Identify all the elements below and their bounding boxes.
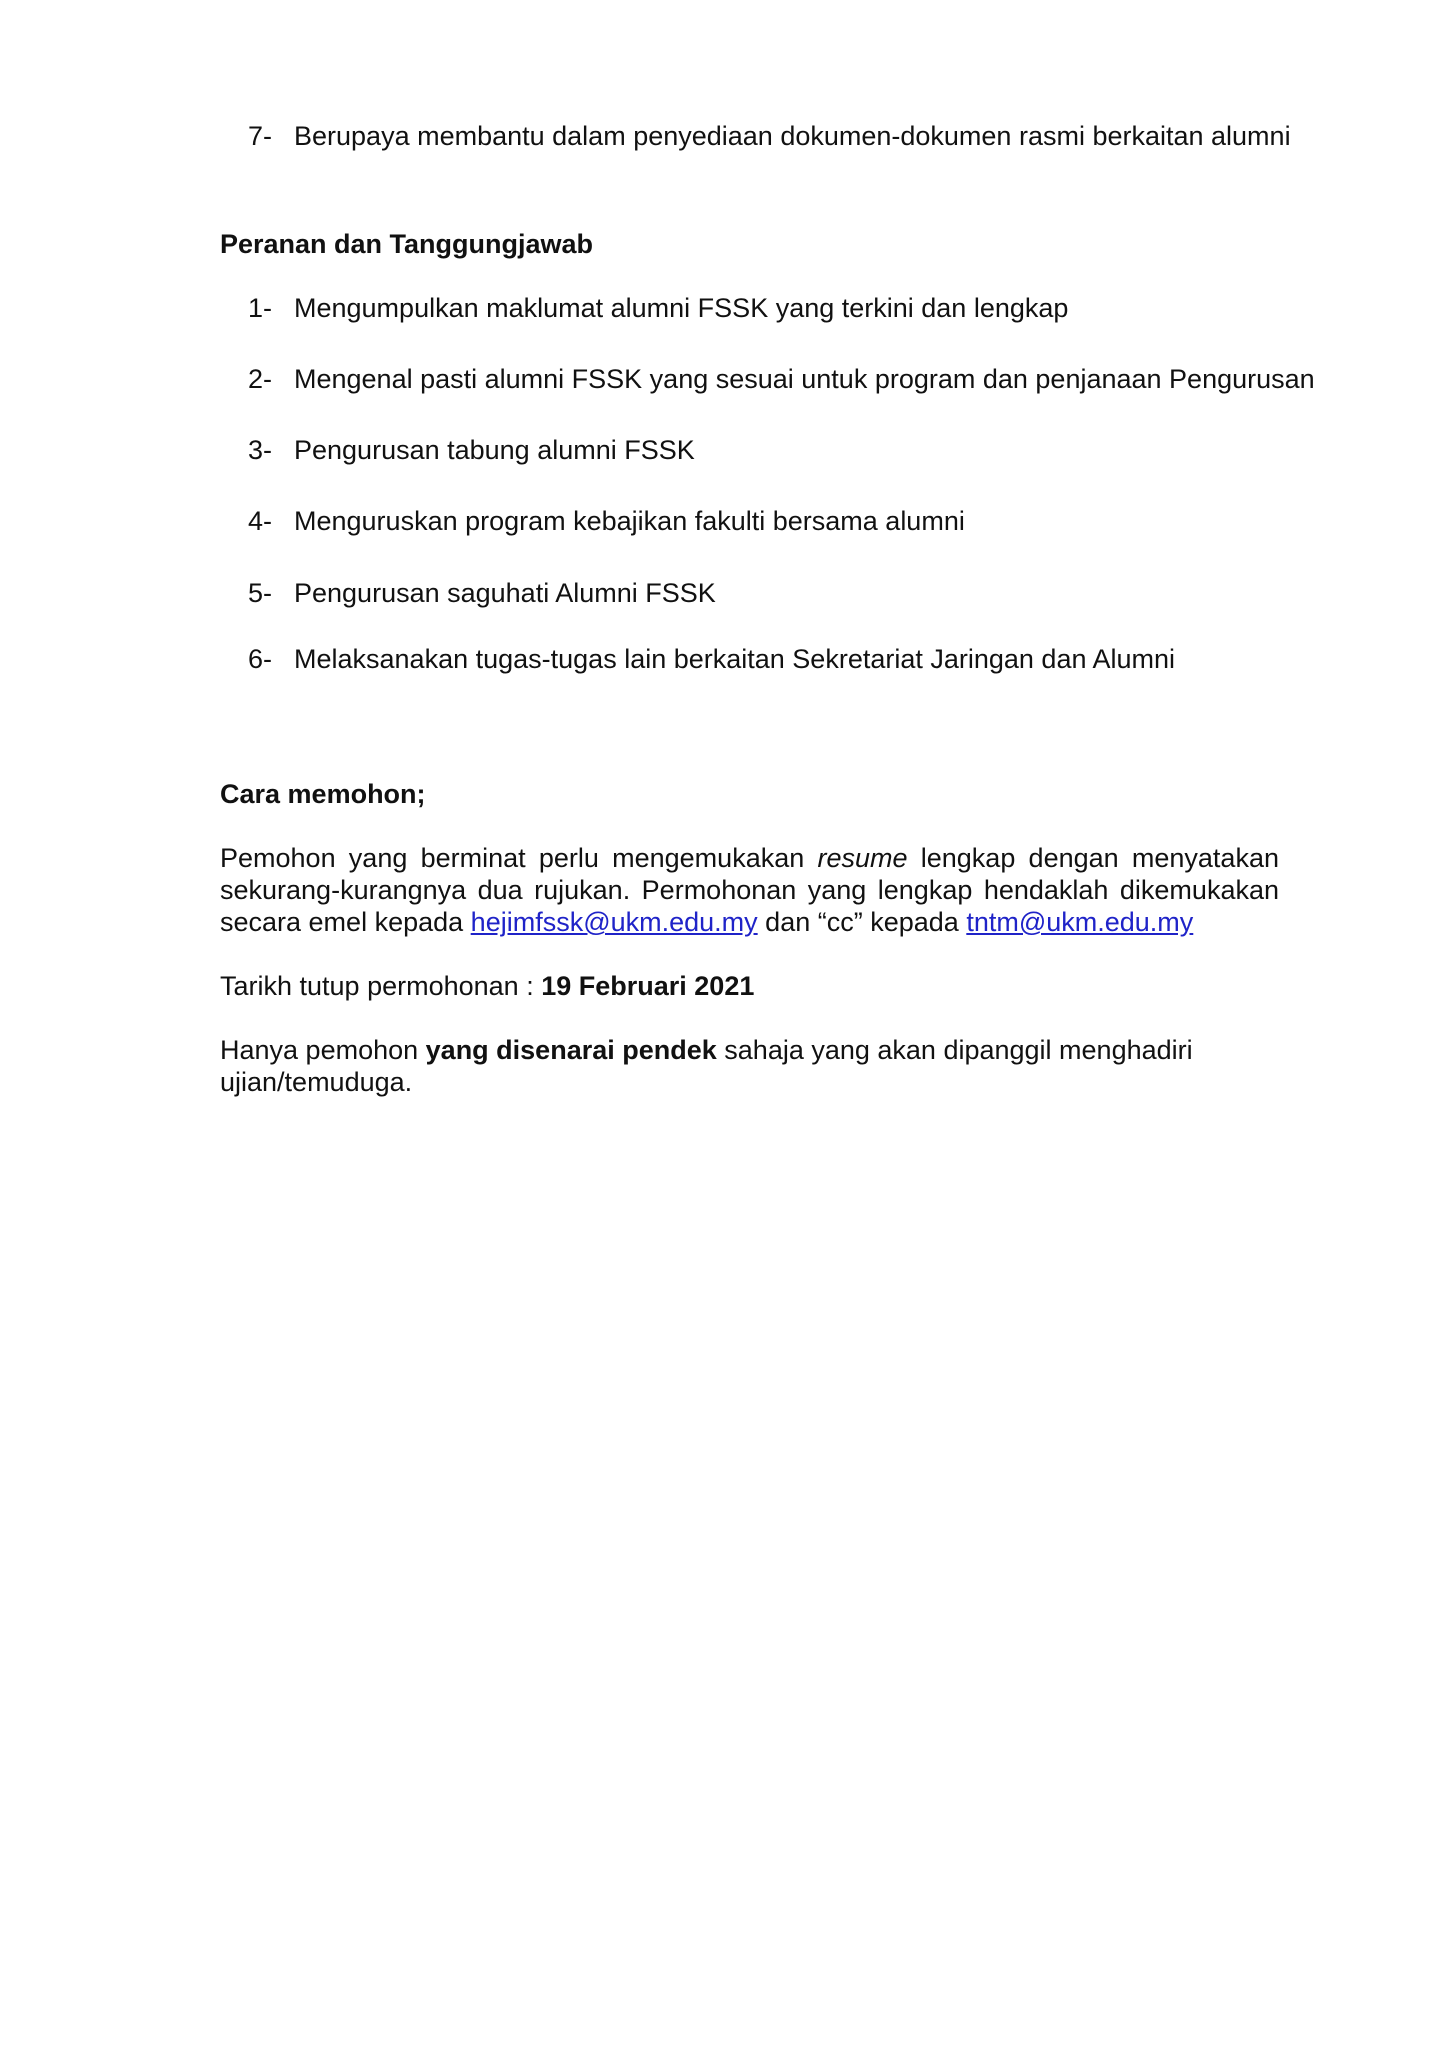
list-item-number: 1-	[248, 293, 273, 323]
list-item-text: Pengurusan saguhati Alumni FSSK	[294, 578, 716, 608]
paragraph-text: lengkap dengan menyatakan	[920, 843, 1279, 873]
list-item-text: Mengumpulkan maklumat alumni FSSK yang terkini dan lengkap	[294, 293, 1069, 323]
list-item-text: Berupaya membantu dalam penyediaan dokumen-dokumen rasmi berkaitan alumni	[294, 121, 1291, 151]
paragraph-text: secara emel kepada	[220, 907, 464, 937]
list-item-number: 3-	[248, 435, 273, 465]
apply-paragraph	[220, 842, 1279, 938]
email-link-hejimfssk[interactable]: hejimfssk@ukm.edu.my	[470, 907, 758, 937]
closing-label: Tarikh tutup permohonan :	[220, 971, 534, 1001]
list-item-number: 2-	[248, 364, 273, 394]
list-item-text: Pengurusan tabung alumni FSSK	[294, 435, 695, 465]
resume-text: resume	[817, 843, 908, 873]
paragraph-line	[220, 906, 1279, 938]
paragraph-line	[220, 842, 1279, 874]
paragraph-text: Pemohon yang berminat perlu mengemukakan	[220, 843, 805, 873]
list-item-number: 4-	[248, 506, 273, 536]
paragraph-text: dan “cc” kepada	[765, 907, 959, 937]
list-item-number: 6-	[248, 644, 273, 674]
paragraph-text: Hanya pemohon	[220, 1035, 419, 1065]
list-item-text: Menguruskan program kebajikan fakulti bersama alumni	[294, 506, 965, 536]
paragraph-line	[220, 970, 1279, 1002]
paragraph-line	[220, 1034, 1279, 1066]
email-link-tntm[interactable]: tntm@ukm.edu.my	[966, 907, 1194, 937]
list-item-text: Melaksanakan tugas-tugas lain berkaitan Sekretariat Jaringan dan Alumni	[294, 644, 1176, 674]
list-item-number: 5-	[248, 578, 273, 608]
paragraph-line: ujian/temuduga.	[220, 1067, 413, 1097]
paragraph-text: sahaja yang akan dipanggil menghadiri	[724, 1035, 1193, 1065]
roles-heading: Peranan dan Tanggungjawab	[220, 229, 594, 259]
closing-date	[220, 970, 1279, 1002]
list-item-text: Mengenal pasti alumni FSSK yang sesuai untuk program dan penjanaan Pengurusan	[294, 364, 1315, 394]
shortlist-bold-text: yang disenarai pendek	[425, 1035, 717, 1065]
apply-heading: Cara memohon;	[220, 779, 426, 809]
paragraph-line: sekurang-kurangnya dua rujukan. Permohonan yang lengkap hendaklah dikemukakan	[220, 875, 1279, 905]
list-item-number: 7-	[248, 121, 273, 151]
shortlist-note	[220, 1034, 1279, 1098]
closing-date-value: 19 Februari 2021	[541, 971, 755, 1001]
